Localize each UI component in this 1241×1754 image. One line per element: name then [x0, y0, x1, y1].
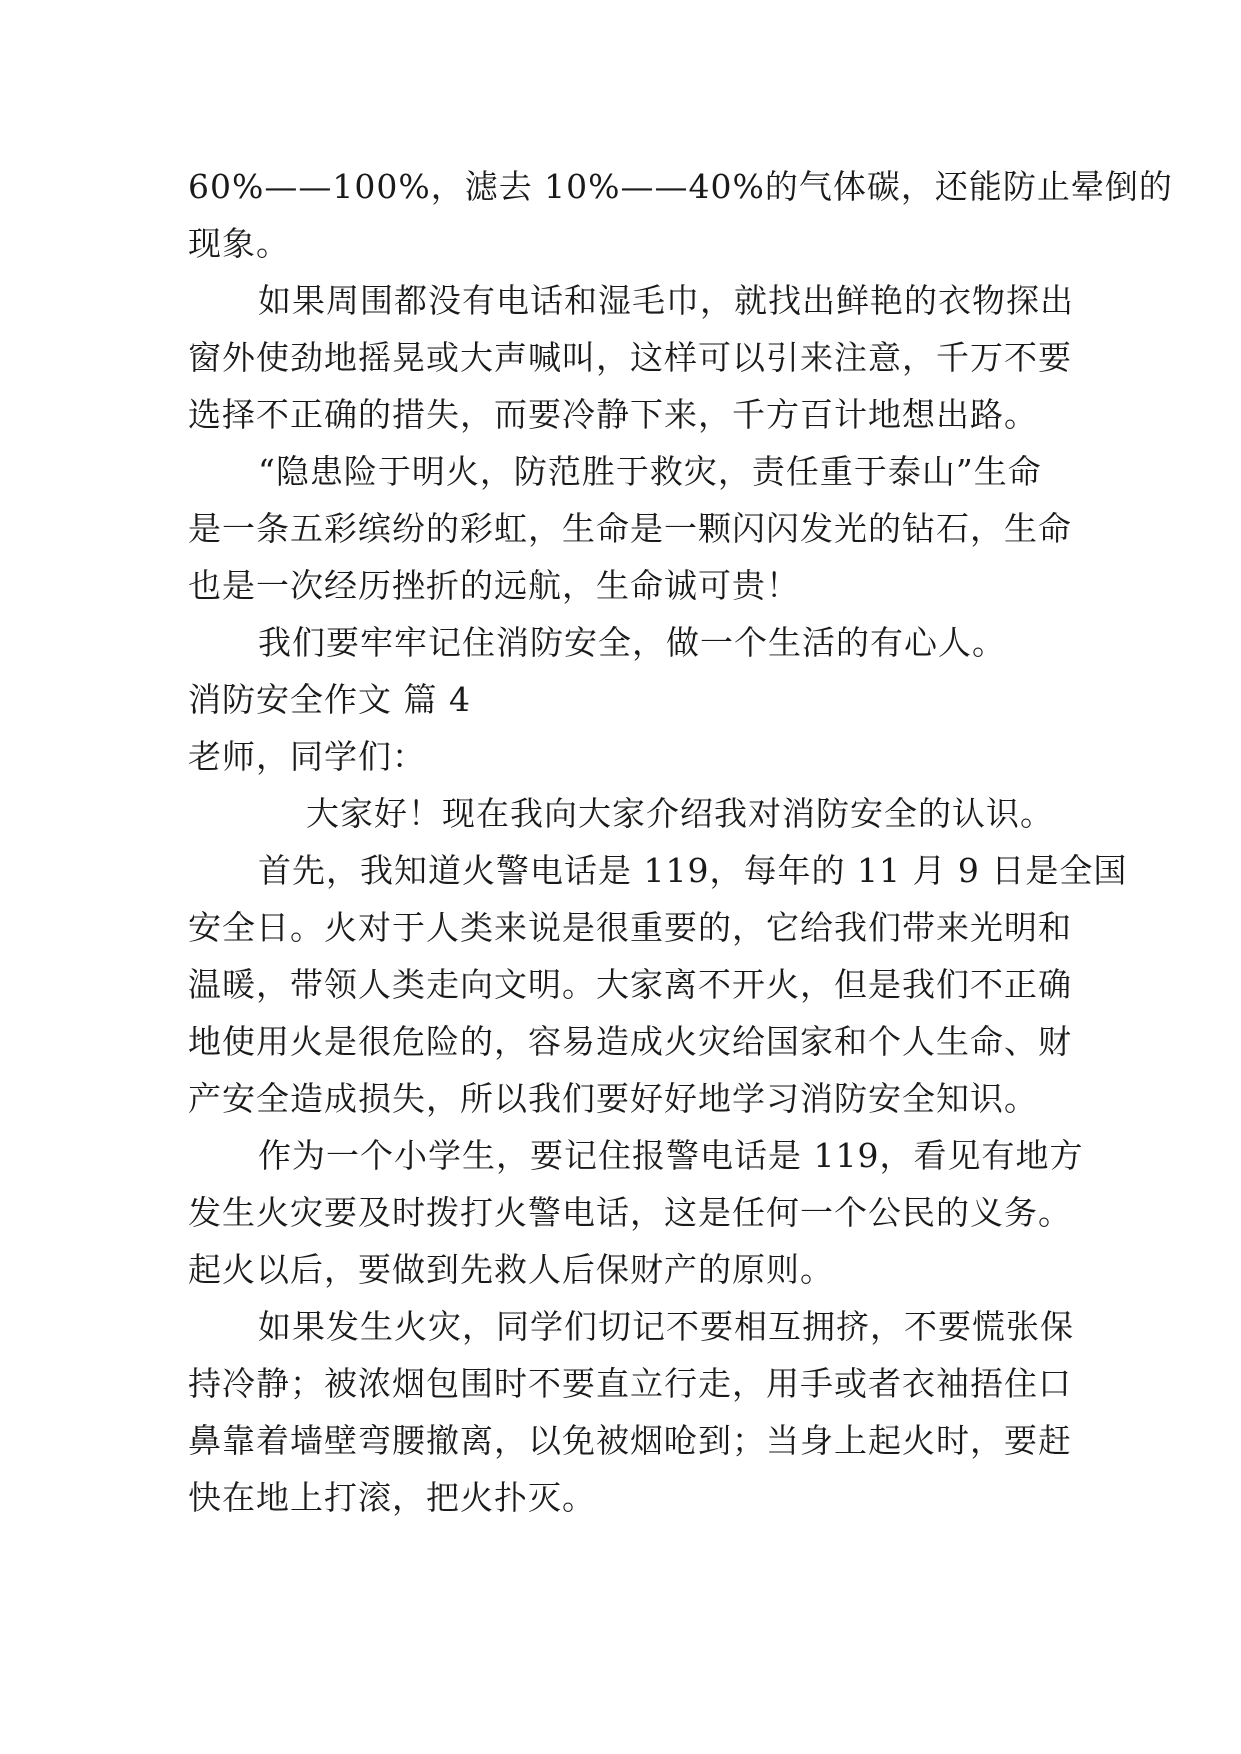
paragraph-start: “隐患险于明火，防范胜于救灾，责任重于泰山”生命: [258, 452, 1042, 491]
paragraph-start: 我们要牢牢记住消防安全，做一个生活的有心人。: [258, 623, 1006, 662]
paragraph-start: 如果周围都没有电话和湿毛巾，就找出鲜艳的衣物探出: [258, 281, 1074, 320]
text-line: 鼻靠着墙壁弯腰撤离，以免被烟呛到；当身上起火时，要赶: [188, 1421, 1072, 1460]
section-heading: 消防安全作文 篇 4: [188, 680, 471, 719]
text-line: 是一条五彩缤纷的彩虹，生命是一颗闪闪发光的钻石，生命: [188, 509, 1072, 548]
text-line: 现象。: [188, 224, 290, 263]
paragraph-start: 首先，我知道火警电话是 119，每年的 11 月 9 日是全国: [258, 851, 1128, 890]
text-line: 安全日。火对于人类来说是很重要的，它给我们带来光明和: [188, 908, 1072, 947]
text-line: 也是一次经历挫折的远航，生命诚可贵！: [188, 566, 800, 605]
paragraph-start: 作为一个小学生，要记住报警电话是 119，看见有地方: [258, 1136, 1084, 1175]
text-line: 起火以后，要做到先救人后保财产的原则。: [188, 1250, 834, 1289]
salutation: 老师，同学们：: [188, 737, 426, 776]
text-line: 产安全造成损失，所以我们要好好地学习消防安全知识。: [188, 1079, 1038, 1118]
greeting-line: 大家好！现在我向大家介绍我对消防安全的认识。: [306, 794, 1054, 833]
text-line: 地使用火是很危险的，容易造成火灾给国家和个人生命、财: [188, 1022, 1072, 1061]
text-line: 持冷静；被浓烟包围时不要直立行走，用手或者衣袖捂住口: [188, 1364, 1072, 1403]
text-line: 快在地上打滚，把火扑灭。: [188, 1478, 596, 1517]
text-line: 窗外使劲地摇晃或大声喊叫，这样可以引来注意，千万不要: [188, 338, 1072, 377]
text-line: 选择不正确的措失，而要冷静下来，千方百计地想出路。: [188, 395, 1038, 434]
paragraph-start: 如果发生火灾，同学们切记不要相互拥挤，不要慌张保: [258, 1307, 1074, 1346]
text-line: 60%——100%，滤去 10%——40%的气体碳，还能防止晕倒的: [188, 167, 1173, 206]
text-line: 温暖，带领人类走向文明。大家离不开火，但是我们不正确: [188, 965, 1072, 1004]
document-page: [188, 158, 1173, 1526]
text-line: 发生火灾要及时拨打火警电话，这是任何一个公民的义务。: [188, 1193, 1072, 1232]
